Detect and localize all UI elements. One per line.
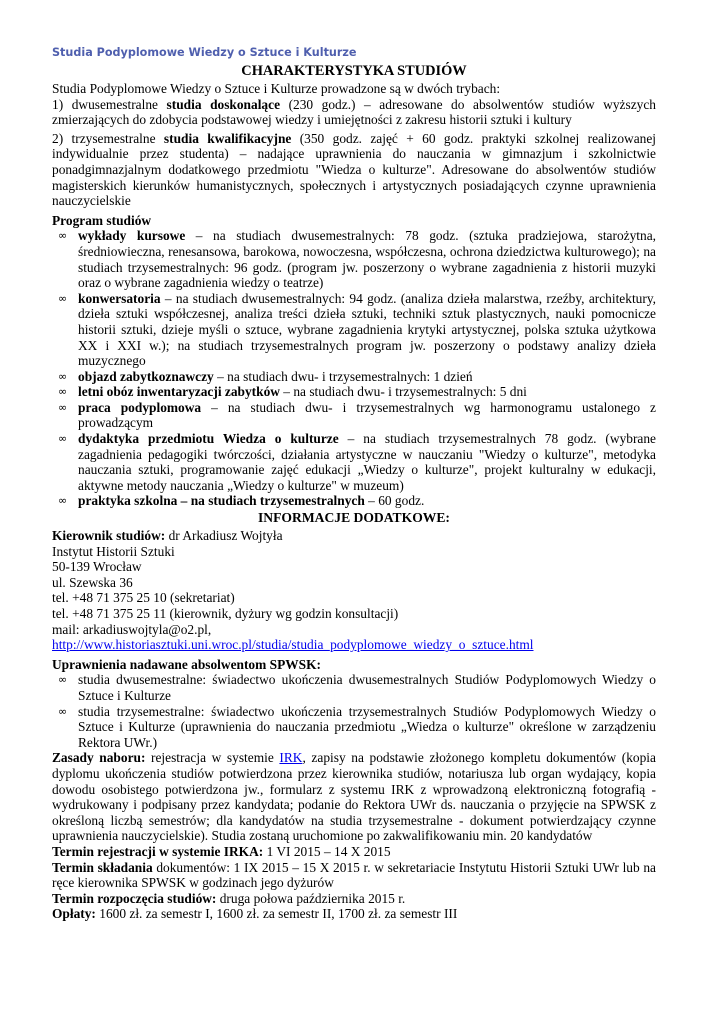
page-header: Studia Podyplomowe Wiedzy o Sztuce i Kulturze: [52, 46, 357, 59]
document-page: [52, 46, 656, 922]
irk-link[interactable]: IRK: [279, 750, 303, 766]
registration-line: [52, 844, 656, 860]
admission-pre: rejestracja w systemie: [145, 750, 280, 766]
program-item-title: letni obóz inwentaryzacji zabytków: [78, 384, 280, 400]
rights-item-text: studia trzysemestralne: świadectwo ukończenia trzysemestralnych Studiów Podyplomowych Wiedzy o Sztuce i Kulturze (uprawnienia do nauczania przedmiotu „Wiedza o kulturze" określone w zarządzeniu Rektora UWr.): [78, 703, 656, 750]
info-title: INFORMACJE DODATKOWE:: [258, 510, 450, 526]
mode-1-pre: 1) dwusemestralne: [52, 96, 167, 112]
mode-2-post: (350 godz. zajęć + 60 godz. praktyki szkolnej realizowanej indywidualnie przez studenta) – nadające uprawnienia do nauczania w gimnazjum i szkolnictwie ponadgimnazjalnym dodatkowego przedmiotu "Wiedza o kulturze". Adresowane do absolwentów studiów magisterskich kierunków humanistycznych, społecznych i artystycznych posiadających czynne uprawnienia nauczycielskie: [52, 130, 657, 209]
program-item-text: – na studiach trzysemestralnych 78 godz. (wybrane zagadnienia pedagogiki twórczości, działania artystyczne w nauczaniu "Wiedzy o kulturze", metodyka nauczania sztuki, programowanie zajęć edukacji „Wiedzy o kulturze", projekt kulturalny w edukacji, aktywne metody nauczania „Wiedzy o kulturze" w muzeum): [78, 431, 656, 493]
program-item-title: dydaktyka przedmiotu Wiedza o kulturze: [78, 431, 339, 447]
program-item-text: – 60 godz.: [364, 493, 425, 509]
program-item: [52, 431, 656, 493]
program-item: [52, 228, 656, 290]
infinity-bullet-icon: ∞: [58, 432, 68, 446]
program-item-text: – na studiach dwu- i trzysemestralnych: 1 dzień: [213, 368, 473, 384]
admission-post: , zapisy na podstawie złożonego kompletu dokumentów (kopia dyplomu ukończenia studiów potwierdzona przez kierownika studiów, notariusza lub organ wydający, kopia dowodu osobistego potwierdzona jw., formularz z systemu IRK z wprowadzoną elektroniczną fotografią - wydrukowany i podpisany przez kandydata; podanie do Rektora UWr ds. nauczania o przyjęcie na SPWSK z określoną liczbą semestrów; dla kandydatów na studia trzysemestralne - dokument potwierdzający czynne uprawnienia nauczycielskie). Studia zostaną uruchomione po zakwalifikowaniu min. 20 kandydatów: [52, 750, 656, 844]
fees-text: 1600 zł. za semestr I, 1600 zł. za semestr II, 1700 zł. za semestr III: [95, 906, 458, 922]
contact-url-line: [52, 637, 656, 653]
program-item: [52, 384, 656, 400]
infinity-bullet-icon: ∞: [58, 385, 68, 399]
submission-text: dokumentów: 1 IX 2015 – 15 X 2015 r. w sekretariacie Instytutu Historii Sztuki UWr lub na ręce kierownika SPWSK w godzinach jego dyżurów: [52, 859, 656, 891]
mode-1-paragraph: [52, 97, 656, 128]
rights-item: [52, 704, 656, 751]
contact-postcode: 50-139 Wrocław: [52, 559, 142, 575]
mode-1-post: (230 godz.) – adresowane do absolwentów studiów wyższych zmierzających do zdobycia podstawowej wiedzy i umiejętności z zakresu historii sztuki i kultury: [52, 96, 656, 128]
intro-paragraph: Studia Podyplomowe Wiedzy o Sztuce i Kulturze prowadzone są w dwóch trybach:: [52, 81, 501, 96]
infinity-bullet-icon: ∞: [58, 494, 68, 508]
infinity-bullet-icon: ∞: [58, 291, 68, 305]
program-item: [52, 400, 656, 431]
start-line: [52, 891, 656, 907]
program-item-title: praca podyplomowa: [78, 399, 202, 415]
contact-tel-2: tel. +48 71 375 25 11 (kierownik, dyżury wg godzin konsultacji): [52, 606, 399, 621]
admission-label: Zasady naboru:: [52, 750, 146, 766]
fees-line: [52, 906, 656, 922]
contact-block: [52, 528, 656, 653]
mode-2-paragraph: [52, 131, 656, 209]
registration-text: 1 VI 2015 – 14 X 2015: [263, 843, 391, 859]
contact-name: dr Arkadiusz Wojtyła: [165, 528, 283, 544]
contact-street: ul. Szewska 36: [52, 574, 133, 590]
program-list: [52, 228, 656, 509]
program-item-title: konwersatoria: [78, 290, 161, 306]
program-heading: Program studiów: [52, 212, 152, 228]
program-item-title: praktyka szkolna – na studiach trzysemestralnych: [78, 493, 365, 509]
rights-item-text: studia dwusemestralne: świadectwo ukończenia dwusemestralnych Studiów Podyplomowych Wiedzy o Sztuce i Kulturze: [78, 672, 656, 703]
admission-paragraph: [52, 750, 656, 844]
contact-mail: mail: arkadiuswojtyla@o2.pl,: [52, 621, 212, 637]
mode-2-pre: 2) trzysemestralne: [52, 130, 164, 146]
program-item-text: – na studiach dwu- i trzysemestralnych wg harmonogramu ustalonego z prowadzącym: [78, 399, 656, 431]
program-item-text: – na studiach dwusemestralnych: 94 godz. (analiza dzieła malarstwa, rzeźby, architektury, dzieła sztuki współczesnej, analiza treści dzieła sztuki, techniki sztuk plastycznych, nauki pomocnicze historii sztuki, dzieje myśli o sztuce, wybrane zagadnienia krytyki artystycznej, polska sztuka użytkowa XX i XXI w.); na studiach trzysemestralnych program jw. poszerzony o podstawy analizy dzieła muzycznego: [78, 290, 656, 369]
program-item-text: – na studiach dwu- i trzysemestralnych: 5 dni: [279, 384, 527, 400]
start-label: Termin rozpoczęcia studiów:: [52, 890, 217, 906]
program-item: [52, 291, 656, 369]
mode-1-bold: studia doskonalące: [166, 96, 281, 112]
rights-item: [52, 672, 656, 703]
rights-heading: Uprawnienia nadawane absolwentom SPWSK:: [52, 656, 321, 672]
program-item: [52, 369, 656, 385]
contact-label: Kierownik studiów:: [52, 528, 166, 544]
contact-head: [52, 528, 656, 544]
registration-label: Termin rejestracji w systemie IRKA:: [52, 843, 264, 859]
studies-url-link[interactable]: http://www.historiasztuki.uni.wroc.pl/studia/studia_podyplomowe_wiedzy_o_sztuce.html: [52, 637, 534, 653]
program-item: [52, 493, 656, 509]
submission-label: Termin składania: [52, 859, 153, 875]
infinity-bullet-icon: ∞: [58, 673, 68, 687]
program-item-title: objazd zabytkoznawczy: [78, 368, 214, 384]
infinity-bullet-icon: ∞: [58, 369, 68, 383]
infinity-bullet-icon: ∞: [58, 229, 68, 243]
submission-paragraph: [52, 860, 656, 891]
infinity-bullet-icon: ∞: [58, 400, 68, 414]
rights-list: [52, 672, 656, 750]
mode-2-bold: studia kwalifikacyjne: [163, 130, 292, 146]
fees-label: Opłaty:: [52, 906, 96, 922]
program-item-text: – na studiach dwusemestralnych: 78 godz. (sztuka pradziejowa, starożytna, średniowieczna, renesansowa, barokowa, nowoczesna, współczesna, ochrona dziedzictwa kulturowego); na studiach trzysemestralnych: 96 godz. (program jw. poszerzony o wybrane zagadnienia z historii muzyki oraz o wybrane zagadnienia wiedzy o teatrze): [78, 228, 656, 291]
contact-tel-1: tel. +48 71 375 25 10 (sekretariat): [52, 590, 235, 606]
infinity-bullet-icon: ∞: [58, 704, 68, 718]
document-title: CHARAKTERYSTYKA STUDIÓW: [241, 63, 467, 79]
start-text: druga połowa października 2015 r.: [216, 890, 406, 906]
program-item-title: wykłady kursowe: [78, 228, 186, 244]
contact-institute: Instytut Historii Sztuki: [52, 543, 175, 559]
